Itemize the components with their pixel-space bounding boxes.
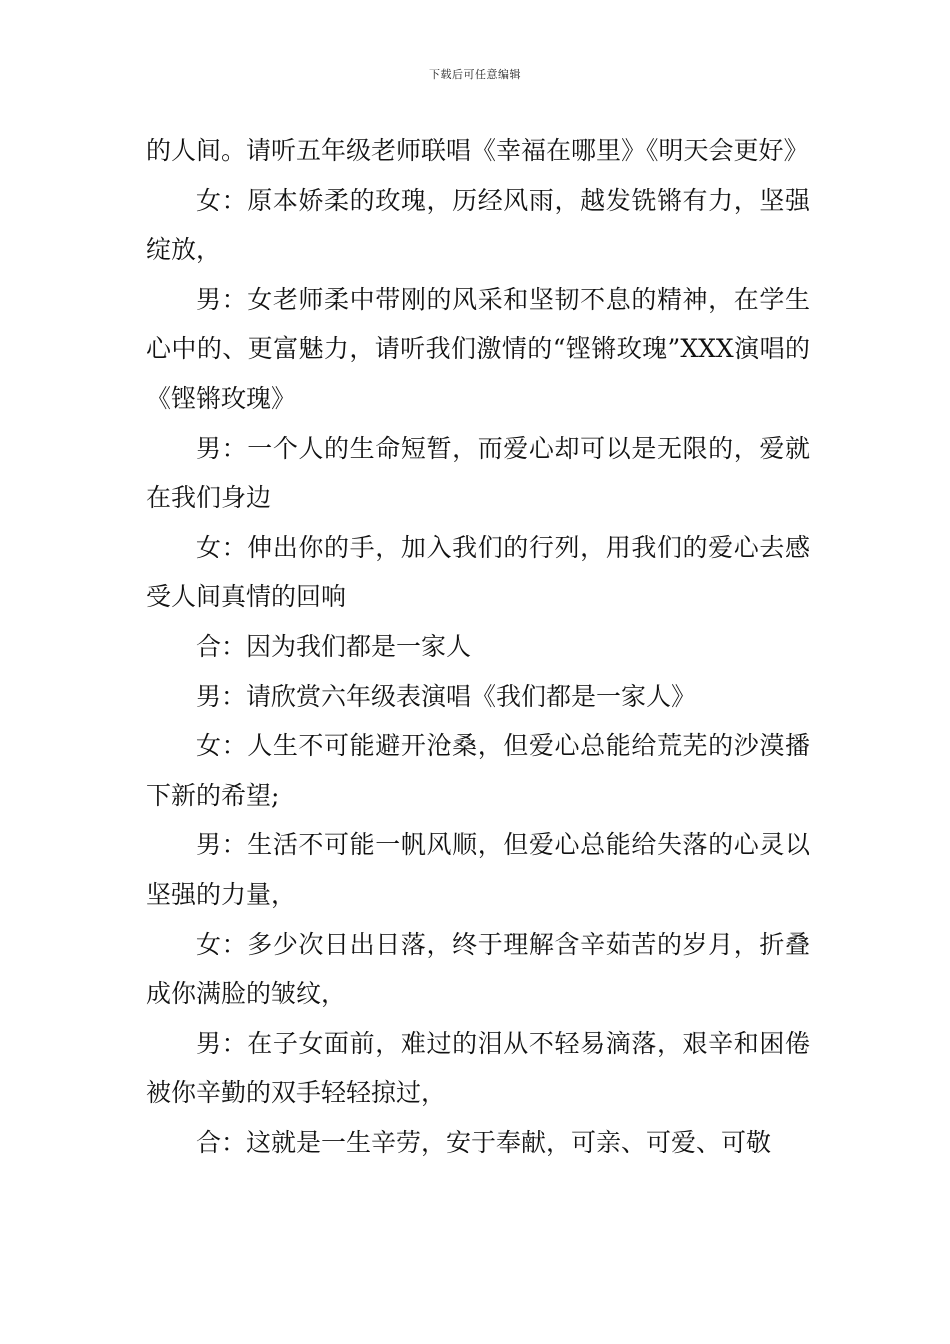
- paragraph: 男：请欣赏六年级表演唱《我们都是一家人》: [196, 681, 697, 711]
- paragraph: 男：生活不可能一帆风顺，但爱心总能给失落的心灵以坚强的力量，: [146, 830, 810, 909]
- paragraph: 女：原本娇柔的玫瑰，历经风雨，越发铣锵有力，坚强绽放，: [146, 185, 810, 265]
- paragraph: 女：伸出你的手，加入我们的行列，用我们的爱心去感受人间真情的回响: [146, 532, 810, 612]
- paragraph: 男：在子女面前，难过的泪从不轻易滴落，艰辛和困倦被你辛勤的双手轻轻掠过，: [146, 1028, 810, 1108]
- paragraph: 男：女老师柔中带刚的风采和坚韧不息的精神，在学生心中的、更富魅力，请听我们激情的“铿锵玫瑰”XXX演唱的《铿锵玫瑰》: [146, 284, 810, 413]
- paragraph: 女：人生不可能避开沧桑，但爱心总能给荒芜的沙漠播下新的希望;: [146, 731, 810, 810]
- paragraph: 合：因为我们都是一家人: [196, 631, 472, 661]
- body-text: [146, 126, 810, 1167]
- paragraph: 女：多少次日出日落，终于理解含辛茹苦的岁月，折叠成你满脸的皱纹，: [146, 929, 810, 1009]
- paragraph: 男：一个人的生命短暂，而爱心却可以是无限的，爱就在我们身边: [146, 433, 810, 513]
- header-note: 下载后可任意编辑: [429, 68, 521, 81]
- paragraph: 的人间。请听五年级老师联唱《幸福在哪里》《明天会更好》: [146, 136, 809, 165]
- paragraph: 合：这就是一生辛劳，安于奉献，可亲、可爱、可敬: [196, 1127, 772, 1157]
